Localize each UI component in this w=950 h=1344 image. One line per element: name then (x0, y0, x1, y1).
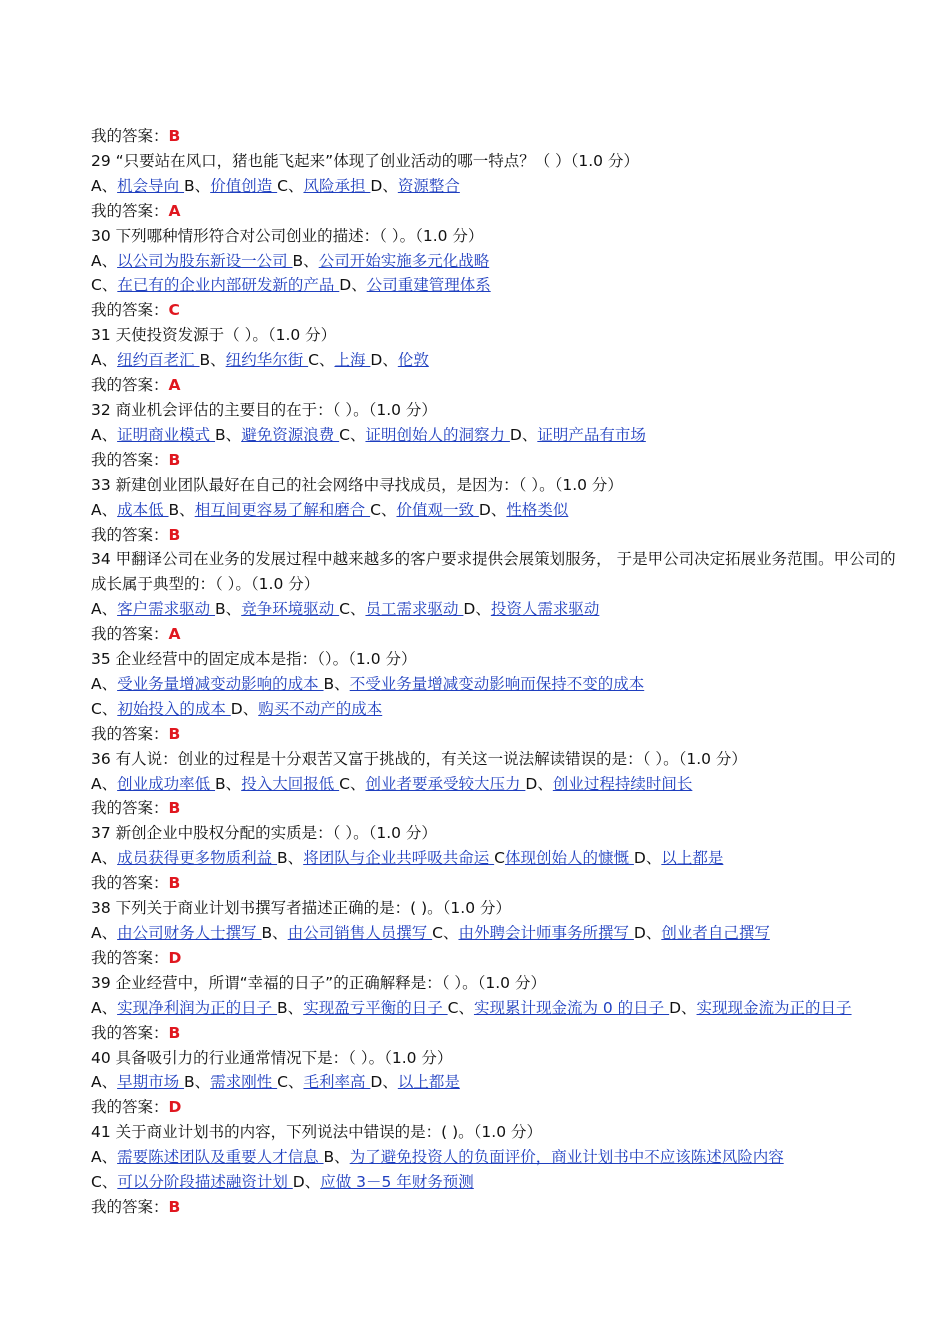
option-letter: C (494, 849, 505, 868)
answer-label: 我的答案： (91, 201, 169, 220)
answer-value: B (168, 799, 181, 818)
option-link[interactable]: 纽约华尔街 (225, 351, 309, 370)
options-line (91, 498, 911, 523)
option-link[interactable]: 价值创造 (210, 176, 278, 195)
option-letter: B、 (323, 1148, 350, 1167)
option-link[interactable]: 投入大回报低 (241, 774, 340, 793)
option-link[interactable]: 证明创始人的洞察力 (365, 425, 510, 444)
answer-line (91, 199, 911, 224)
option-link[interactable]: 实现现金流为正的日子 (696, 998, 852, 1017)
question-block (91, 747, 911, 822)
answer-value: C (168, 301, 180, 320)
option-link[interactable]: 伦敦 (397, 351, 429, 370)
option-link[interactable]: 避免资源浪费 (241, 425, 340, 444)
options-line (91, 921, 911, 946)
option-letter: D、 (633, 849, 662, 868)
options-line (91, 597, 911, 622)
question-block (91, 224, 911, 324)
option-link[interactable]: 成员获得更多物质利益 (117, 849, 278, 868)
option-link[interactable]: 初始投入的成本 (117, 699, 231, 718)
option-link[interactable]: 需求刚性 (210, 1073, 278, 1092)
option-letter: A、 (91, 849, 118, 868)
option-link[interactable]: 性格类似 (506, 500, 569, 519)
option-link[interactable]: 早期市场 (117, 1073, 185, 1092)
option-letter: A、 (91, 674, 118, 693)
option-letter: A、 (91, 924, 118, 942)
quiz-document (91, 124, 911, 1220)
question-stem: 37 新创企业中股权分配的实质是：（ ）。（1.0 分） (91, 824, 437, 843)
option-letter: B、 (215, 425, 242, 444)
option-letter: B、 (277, 849, 304, 868)
option-link[interactable]: 需要陈述团队及重要人才信息 (117, 1148, 324, 1167)
question-block (91, 647, 911, 747)
option-link[interactable]: 风险承担 (303, 176, 371, 195)
option-letter: B、 (292, 251, 319, 270)
option-letter: D、 (370, 351, 398, 370)
answer-line (91, 1095, 911, 1120)
option-letter: C、 (370, 500, 397, 519)
option-link[interactable]: 成本低 (117, 500, 169, 519)
option-letter: B、 (215, 774, 242, 793)
answer-label: 我的答案： (91, 874, 169, 893)
option-letter: D、 (669, 998, 697, 1017)
option-letter: B、 (199, 351, 226, 370)
answer-value: B (168, 1023, 181, 1042)
question-stem: 33 新建创业团队最好在自己的社会网络中寻找成员，是因为：（ ）。（1.0 分） (91, 475, 623, 494)
question-block (91, 896, 911, 971)
answer-line (91, 448, 911, 473)
question-list (91, 149, 911, 1220)
option-letter: C、 (447, 998, 474, 1017)
answer-value: B (168, 127, 181, 145)
option-letter: C、 (308, 351, 335, 370)
answer-value: B (168, 724, 181, 743)
answer-value: B (168, 450, 181, 469)
option-letter: B、 (184, 176, 211, 195)
answer-line (91, 373, 911, 398)
question-block (91, 1046, 911, 1121)
option-letter: D、 (230, 699, 259, 718)
options-line (91, 1145, 911, 1170)
option-letter: D、 (339, 276, 367, 295)
answer-value: B (168, 874, 181, 893)
option-letter: B、 (184, 1073, 211, 1092)
question-block (91, 821, 911, 896)
option-letter: D、 (478, 500, 507, 519)
options-line (91, 174, 911, 199)
answer-value: B (168, 1197, 181, 1216)
options-line (91, 1070, 911, 1095)
option-letter: A、 (91, 1148, 118, 1167)
option-letter: D、 (370, 1073, 398, 1092)
option-link[interactable]: 受业务量增减变动影响的成本 (117, 674, 324, 693)
question-stem: 30 下列哪种情形符合对公司创业的描述：（ ）。（1.0 分） (91, 226, 484, 245)
option-link[interactable]: 为了避免投资人的负面评价，商业计划书中不应该陈述风险内容 (349, 1148, 784, 1167)
option-letter: D、 (633, 924, 662, 942)
option-letter: A、 (91, 774, 118, 793)
options-line (91, 672, 911, 697)
option-link[interactable]: 购买不动产的成本 (258, 699, 383, 718)
answer-label: 我的答案： (91, 724, 169, 743)
answer-label: 我的答案： (91, 301, 169, 320)
option-link[interactable]: 公司重建管理体系 (366, 276, 491, 295)
options-line (91, 273, 911, 298)
option-link[interactable]: 实现盈亏平衡的日子 (303, 998, 448, 1017)
option-link[interactable]: 创业成功率低 (117, 774, 216, 793)
option-letter: A、 (91, 998, 118, 1017)
answer-label: 我的答案： (91, 1098, 169, 1117)
option-link[interactable]: 竞争环境驱动 (241, 600, 340, 619)
question-block (91, 1120, 911, 1220)
option-link[interactable]: 在已有的企业内部研发新的产品 (117, 276, 340, 295)
answer-label: 我的答案： (91, 625, 169, 644)
option-link[interactable]: 资源整合 (397, 176, 460, 195)
option-link[interactable]: 上海 (334, 351, 371, 370)
answer-value: A (168, 376, 181, 395)
option-link[interactable]: 相互间更容易了解和磨合 (194, 500, 371, 519)
answer-value: B (168, 525, 181, 544)
option-link[interactable]: 以上都是 (397, 1073, 460, 1092)
option-letter: D、 (525, 774, 553, 793)
option-letter: C、 (91, 276, 118, 295)
option-link[interactable]: 创业者要承受较大压力 (365, 774, 526, 793)
option-letter: A、 (91, 1073, 118, 1092)
option-letter: C、 (277, 176, 304, 195)
answer-value: D (168, 1098, 182, 1117)
option-link[interactable]: 可以分阶段描述融资计划 (117, 1173, 293, 1192)
option-letter: C、 (339, 600, 366, 619)
option-link[interactable]: 客户需求驱动 (117, 600, 216, 619)
option-letter: A、 (91, 600, 118, 619)
option-link[interactable]: 价值观一致 (396, 500, 479, 519)
question-block (91, 149, 911, 224)
option-link[interactable]: 机会导向 (117, 176, 185, 195)
answer-label: 我的答案： (91, 799, 169, 818)
option-letter: B、 (261, 924, 288, 942)
option-letter: A、 (91, 425, 118, 444)
options-line (91, 996, 911, 1021)
option-link[interactable]: 创业过程持续时间长 (552, 774, 693, 793)
options-line (91, 348, 911, 373)
option-letter: D、 (292, 1173, 321, 1192)
option-link[interactable]: 证明商业模式 (117, 425, 216, 444)
option-link[interactable]: 以上都是 (661, 849, 724, 868)
option-link[interactable]: 以公司为股东新设一公司 (117, 251, 293, 270)
option-link[interactable]: 毛利率高 (303, 1073, 371, 1092)
option-link[interactable]: 纽约百老汇 (117, 351, 200, 370)
option-letter: B、 (168, 500, 195, 519)
answer-value: D (168, 948, 182, 967)
options-line (91, 846, 911, 871)
option-link[interactable]: 员工需求驱动 (365, 600, 464, 619)
question-stem: 38 下列关于商业计划书撰写者描述正确的是：( )。（1.0 分） (91, 899, 512, 918)
option-link[interactable]: 证明产品有市场 (537, 425, 646, 444)
option-letter: C、 (432, 924, 459, 942)
options-line (91, 697, 911, 722)
answer-line (91, 622, 911, 647)
question-stem: 36 有人说：创业的过程是十分艰苦又富于挑战的，有关这一说法解读错误的是：（ ）。（1.0 分） (91, 749, 747, 768)
question-block (91, 971, 911, 1046)
question-block (91, 547, 911, 647)
answer-line (91, 124, 911, 149)
option-letter: A、 (91, 251, 118, 270)
answer-line (91, 1195, 911, 1220)
options-line (91, 249, 911, 274)
option-letter: A、 (91, 176, 118, 195)
option-link[interactable]: 实现净利润为正的日子 (117, 998, 278, 1017)
question-stem: 34 甲翻译公司在业务的发展过程中越来越多的客户要求提供会展策划服务， 于是甲公司决定拓展业务范围。甲公司的成长属于典型的：（ ）。（1.0 分） (91, 550, 896, 594)
options-line (91, 772, 911, 797)
option-letter: B、 (215, 600, 242, 619)
option-link[interactable]: 由外聘会计师事务所撰写 (458, 924, 634, 942)
option-letter: D、 (370, 176, 398, 195)
question-block (91, 323, 911, 398)
answer-label: 我的答案： (91, 948, 169, 967)
option-link[interactable]: 实现累计现金流为 0 的日子 (473, 998, 670, 1017)
answer-line (91, 946, 911, 971)
option-letter: B、 (323, 674, 350, 693)
question-stem: 29 “只要站在风口，猪也能飞起来”体现了创业活动的哪一特点？（ ）（1.0 分） (91, 151, 639, 170)
answer-label: 我的答案： (91, 1023, 169, 1042)
answer-line (91, 796, 911, 821)
answer-label: 我的答案： (91, 1197, 169, 1216)
option-link[interactable]: 将团队与企业共呼吸共命运 (303, 849, 495, 868)
answer-label: 我的答案： (91, 525, 169, 544)
answer-line (91, 722, 911, 747)
option-link[interactable]: 不受业务量增减变动影响而保持不变的成本 (349, 674, 645, 693)
answer-line (91, 298, 911, 323)
question-stem: 31 天使投资发源于（ ）。（1.0 分） (91, 326, 337, 345)
question-stem: 41 关于商业计划书的内容，下列说法中错误的是：( )。（1.0 分） (91, 1123, 543, 1142)
option-link[interactable]: 应做 3－5 年财务预测 (320, 1173, 474, 1192)
question-block (91, 473, 911, 548)
option-link[interactable]: 投资人需求驱动 (490, 600, 600, 619)
option-link[interactable]: 创业者自己撰写 (661, 924, 770, 942)
question-stem: 39 企业经营中，所谓“幸福的日子”的正确解释是：（ ）。（1.0 分） (91, 973, 546, 992)
option-link[interactable]: 由公司财务人士撰写 (117, 924, 262, 942)
option-link[interactable]: 公司开始实施多元化战略 (318, 251, 490, 270)
question-stem: 35 企业经营中的固定成本是指：（）。（1.0 分） (91, 650, 417, 669)
question-stem: 40 具备吸引力的行业通常情况下是：（ ）。（1.0 分） (91, 1048, 453, 1067)
answer-label: 我的答案： (91, 450, 169, 469)
options-line (91, 1170, 911, 1195)
answer-value: A (168, 201, 181, 220)
answer-label: 我的答案： (91, 376, 169, 395)
options-line (91, 423, 911, 448)
answer-label: 我的答案： (91, 127, 169, 145)
question-stem: 32 商业机会评估的主要目的在于：（ ）。（1.0 分） (91, 400, 437, 419)
option-link[interactable]: 体现创始人的慷慨 (504, 849, 634, 868)
answer-line (91, 523, 911, 548)
option-letter: C、 (91, 1173, 118, 1192)
option-letter: C、 (339, 425, 366, 444)
option-letter: C、 (339, 774, 366, 793)
option-link[interactable]: 由公司销售人员撰写 (287, 924, 433, 942)
option-letter: D、 (509, 425, 538, 444)
answer-line (91, 1021, 911, 1046)
option-letter: B、 (277, 998, 304, 1017)
option-letter: A、 (91, 351, 118, 370)
option-letter: C、 (91, 699, 118, 718)
answer-value: A (168, 625, 181, 644)
answer-line (91, 871, 911, 896)
option-letter: C、 (277, 1073, 304, 1092)
option-letter: A、 (91, 500, 118, 519)
question-block (91, 398, 911, 473)
option-letter: D、 (463, 600, 491, 619)
